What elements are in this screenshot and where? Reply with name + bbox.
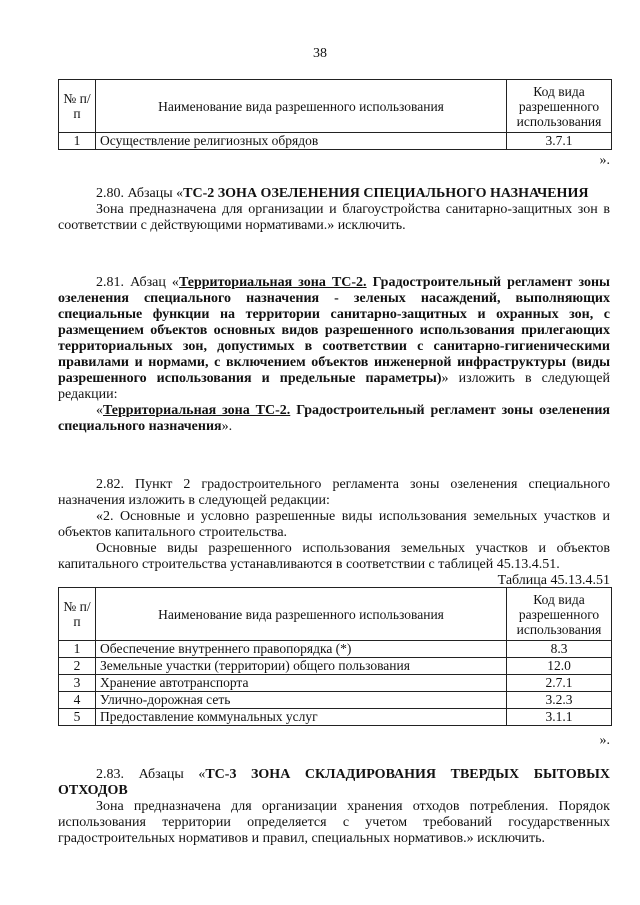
row-code: 2.7.1	[507, 675, 612, 692]
section-2-81	[58, 275, 610, 435]
header-code: Код вида разрешенного использования	[507, 80, 612, 133]
regulation-text: Градостроительный регламент зоны озеленения специального назначения - зеленых насаждений, выполняющих специальные функции на территории санитарно-защитных и охранных зон, с размещением объектов основных видов разрешенного использования прилегающих территориальных зон, допустимых в соответствии с санитарно-гигиеническими правилами и нормами, с включением объектов инженерной инфраструктуры (виды разрешенного использования и предельные параметры)	[58, 275, 610, 386]
section-lead: 2.80. Абзацы «	[96, 186, 184, 201]
table-row	[59, 133, 612, 150]
row-code: 3.1.1	[507, 709, 612, 726]
table-row	[59, 709, 612, 726]
table-header-row	[59, 588, 612, 641]
row-num: 5	[59, 709, 96, 726]
row-num: 1	[59, 133, 96, 150]
section-2-82	[58, 477, 610, 589]
paragraph-3: Основные виды разрешенного использования земельных участков и объектов капитального строительства устанавливаются в соответствии с таблицей 45.13.4.51.	[58, 541, 610, 572]
row-num: 4	[59, 692, 96, 709]
section-2-83	[58, 767, 610, 847]
header-name: Наименование вида разрешенного использования	[96, 80, 507, 133]
zone-title: ТС-2 ЗОНА ОЗЕЛЕНЕНИЯ СПЕЦИАЛЬНОГО НАЗНАЧЕНИЯ	[183, 186, 589, 201]
row-code: 12.0	[507, 658, 612, 675]
header-num: № п/п	[59, 80, 96, 133]
row-code: 3.2.3	[507, 692, 612, 709]
table-row	[59, 692, 612, 709]
header-num: № п/п	[59, 588, 96, 641]
table-header-row	[59, 80, 612, 133]
table-row	[59, 658, 612, 675]
table-2	[58, 587, 612, 726]
section-lead: 2.81. Абзац «	[96, 275, 179, 290]
row-name: Осуществление религиозных обрядов	[96, 133, 507, 150]
row-code: 3.7.1	[507, 133, 612, 150]
row-code: 8.3	[507, 641, 612, 658]
zone-title: ТС-3 ЗОНА СКЛАДИРОВАНИЯ ТВЕРДЫХ БЫТОВЫХ ОТХОДОВ	[58, 767, 610, 798]
new-open-quote: «	[96, 403, 103, 418]
row-name: Обеспечение внутреннего правопорядка (*)	[96, 641, 507, 658]
table-row	[59, 675, 612, 692]
row-num: 3	[59, 675, 96, 692]
page-number: 38	[313, 46, 327, 61]
table-1	[58, 79, 612, 150]
paragraph-2: «2. Основные и условно разрешенные виды использования земельных участков и объектов капитального строительства.	[58, 509, 610, 540]
row-num: 2	[59, 658, 96, 675]
table-row	[59, 641, 612, 658]
new-zone-term: Территориальная зона ТС-2.	[103, 403, 291, 418]
row-name: Хранение автотранспорта	[96, 675, 507, 692]
table-1-closing: ».	[599, 153, 610, 168]
section-body: Зона предназначена для организации хранения отходов потребления. Порядок использования территории определяется с учетом требований государственных градостроительных нормативов и правил, специальных нормативов.» исключить.	[58, 799, 610, 846]
new-regulation-text: Градостроительный регламент зоны озеленения специального назначения	[58, 403, 610, 434]
section-body: Зона предназначена для организации и благоустройства санитарно-защитных зон в соответствии с действующими нормативами.» исключить.	[58, 202, 610, 233]
row-name: Улично-дорожная сеть	[96, 692, 507, 709]
header-code: Код вида разрешенного использования	[507, 588, 612, 641]
header-name: Наименование вида разрешенного использования	[96, 588, 507, 641]
row-name: Предоставление коммунальных услуг	[96, 709, 507, 726]
table-2-closing: ».	[599, 733, 610, 748]
new-close-quote: ».	[221, 419, 233, 434]
section-lead: 2.83. Абзацы «	[96, 767, 206, 782]
section-tail: » изложить в следующей редакции:	[58, 371, 610, 402]
section-2-80	[58, 186, 610, 234]
zone-term: Территориальная зона ТС-2.	[178, 275, 367, 290]
row-name: Земельные участки (территории) общего пользования	[96, 658, 507, 675]
table-label: Таблица 45.13.4.51	[497, 573, 610, 588]
row-num: 1	[59, 641, 96, 658]
paragraph-1: 2.82. Пункт 2 градостроительного регламента зоны озеленения специального назначения изложить в следующей редакции:	[58, 477, 610, 508]
